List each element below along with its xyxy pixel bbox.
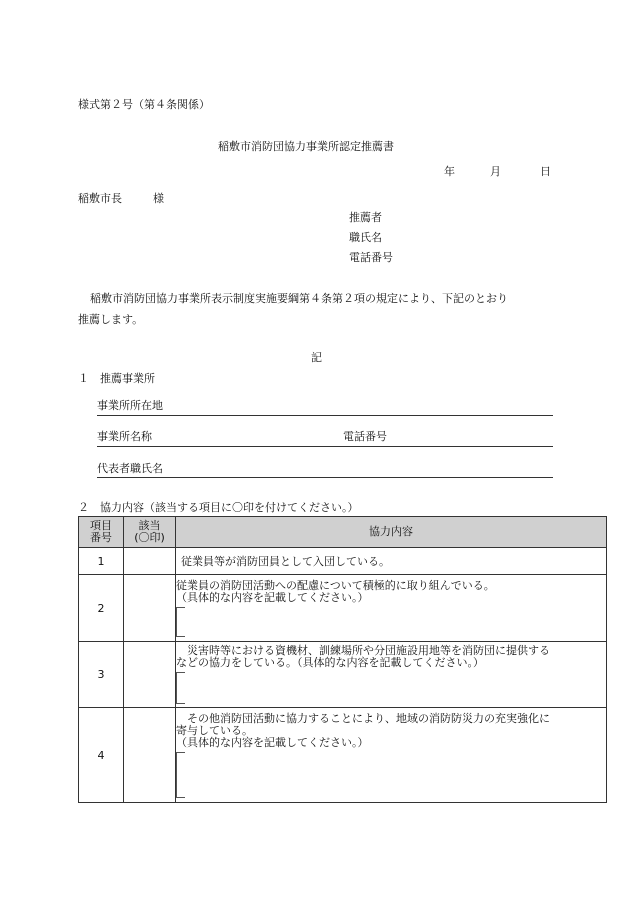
row1-number: 1 [79, 548, 124, 575]
row4-text-line2: 寄与している。 [176, 723, 253, 737]
table-row [79, 575, 607, 642]
representative-field-line[interactable] [97, 477, 553, 478]
header-item-number-line1: 項目 [90, 519, 112, 532]
form-number: 様式第２号（第４条関係） [78, 98, 210, 111]
body-text-line1: 稲敷市消防団協力事業所表示制度実施要綱第４条第２項の規定により、下記のとおり [90, 292, 508, 305]
contribution-table [78, 516, 607, 803]
recommender-label: 推薦者 [349, 211, 382, 224]
row3-bracket-input[interactable] [176, 672, 185, 704]
header-item-number [79, 517, 124, 548]
date-month-label: 月 [490, 165, 501, 178]
row1-content: 従業員等が消防団員として入団している。 [176, 548, 607, 575]
document-title: 稲敷市消防団協力事業所認定推薦書 [218, 140, 394, 153]
row2-content [176, 575, 607, 642]
row2-number: 2 [79, 575, 124, 642]
header-applicable-line1: 該当 [138, 519, 161, 532]
section2-heading: ２ 協力内容（該当する項目に〇印を付けてください。） [78, 501, 359, 514]
row3-content [176, 642, 607, 708]
row3-applicable-cell[interactable] [124, 642, 176, 708]
row2-note: （具体的な内容を記載してください。） [176, 590, 369, 604]
date-day-label: 日 [540, 165, 551, 178]
business-name-field-line[interactable] [97, 446, 553, 447]
row2-bracket-input[interactable] [176, 607, 185, 637]
header-applicable-line2: (〇印) [134, 531, 165, 544]
table-row [79, 548, 607, 575]
date-year-label: 年 [444, 165, 455, 178]
row2-applicable-cell[interactable] [124, 575, 176, 642]
row1-applicable-cell[interactable] [124, 548, 176, 575]
row2-text: 従業員の消防団活動への配慮について積極的に取り組んでいる。 [176, 578, 495, 592]
header-applicable [124, 517, 176, 548]
ki-heading: 記 [311, 351, 322, 364]
row3-text-line1: 災害時等における資機材、訓練場所や分団施設用地等を消防団に提供する [176, 644, 550, 657]
table-row [79, 708, 607, 803]
recommender-phone-label: 電話番号 [349, 251, 393, 264]
addressee-name: 稲敷市長 [78, 192, 122, 205]
header-content: 協力内容 [176, 517, 607, 548]
business-name-label: 事業所名称 [97, 430, 152, 443]
row3-text-line2: などの協力をしている。（具体的な内容を記載してください。） [176, 656, 484, 669]
business-address-label: 事業所所在地 [97, 399, 163, 412]
addressee-honorific: 様 [153, 192, 164, 205]
representative-label: 代表者職氏名 [97, 462, 163, 475]
row4-note: （具体的な内容を記載してください。） [176, 735, 369, 749]
recommender-position-name-label: 職氏名 [349, 231, 382, 244]
body-text-line2: 推薦します。 [78, 313, 144, 326]
row3-number: 3 [79, 642, 124, 708]
row4-content [176, 708, 607, 803]
row4-applicable-cell[interactable] [124, 708, 176, 803]
business-phone-label: 電話番号 [343, 430, 387, 443]
table-row [79, 642, 607, 708]
row4-text-line1: その他消防団活動に協力することにより、地域の消防防災力の充実強化に [176, 711, 550, 725]
business-address-field-line[interactable] [97, 415, 553, 416]
row4-bracket-input[interactable] [176, 752, 185, 798]
table-header-row [79, 517, 607, 548]
row4-number: 4 [79, 708, 124, 803]
section1-heading: １ 推薦事業所 [78, 372, 155, 385]
header-item-number-line2: 番号 [90, 531, 112, 544]
